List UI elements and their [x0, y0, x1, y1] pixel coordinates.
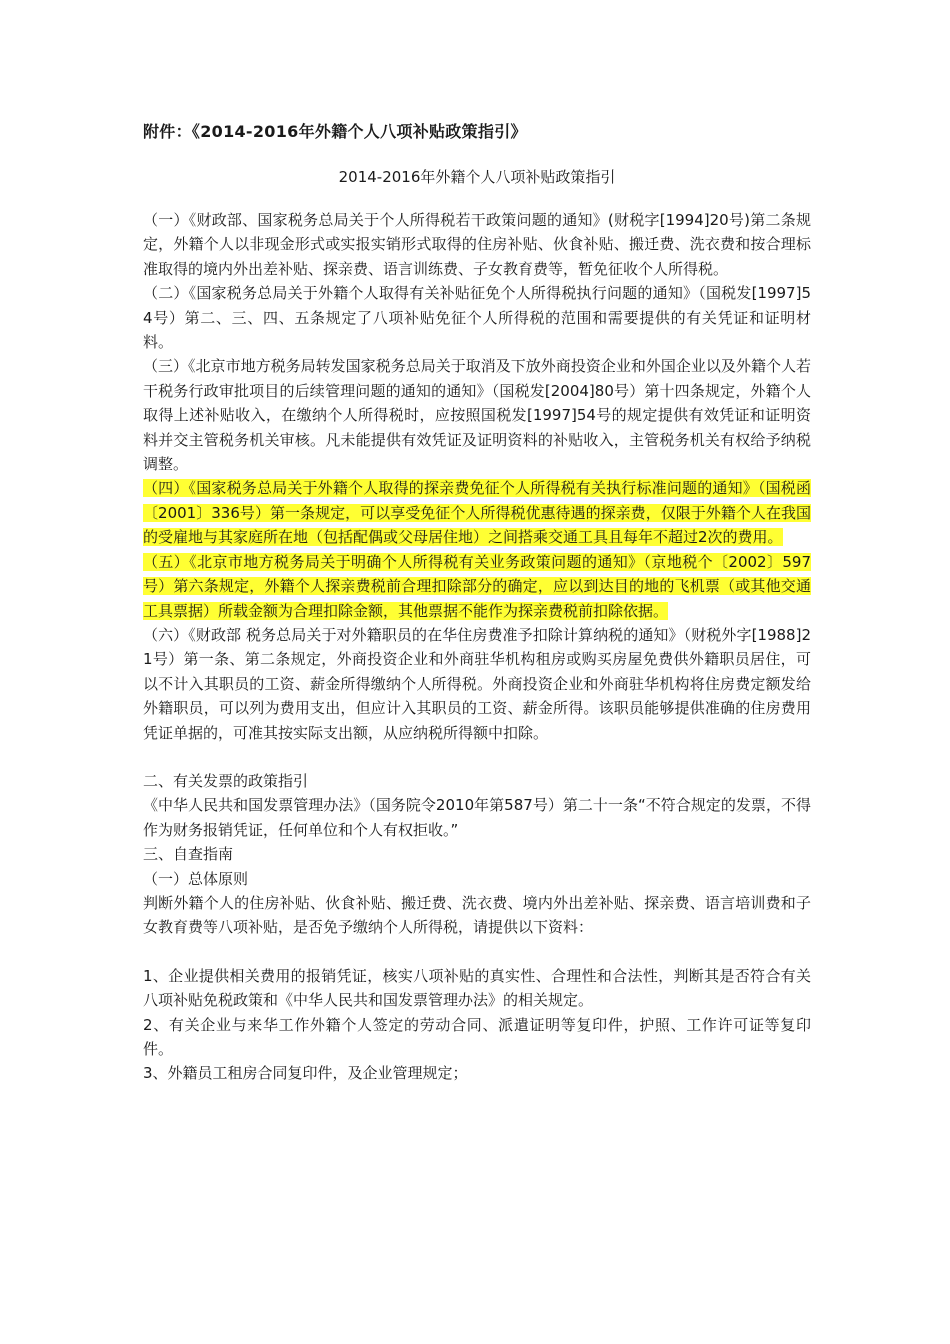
list-item-1: 1、企业提供相关费用的报销凭证，核实八项补贴的真实性、合理性和合法性，判断其是否符合有关八项补贴免税政策和《中华人民共和国发票管理办法》的相关规定。	[143, 966, 811, 1010]
policy-item-3: （三）《北京市地方税务局转发国家税务总局关于取消及下放外商投资企业和外国企业以及外籍个人若干税务行政审批项目的后续管理问题的通知的通知》（国税发[2004]80号）第十四条规定，外籍个人取得上述补贴收入，在缴纳个人所得税时，应按照国税发[1997]54号的规定提供有效凭证和证明资料并交主管税务机关审核。凡未能提供有效凭证及证明资料的补贴收入，主管税务机关有权给予纳税调整。	[143, 357, 811, 474]
attachment-title: 附件：《2014-2016年外籍个人八项补贴政策指引》	[143, 122, 527, 141]
section-2-text: 《中华人民共和国发票管理办法》（国务院令2010年第587号）第二十一条“不符合规定的发票，不得作为财务报销凭证，任何单位和个人有权拒收。”	[143, 796, 811, 839]
document-title: 2014-2016年外籍个人八项补贴政策指引	[338, 168, 616, 186]
policy-item-5-highlighted: （五）《北京市地方税务局关于明确个人所得税有关业务政策问题的通知》（京地税个〔2002〕597号）第六条规定，外籍个人探亲费税前合理扣除部分的确定，应以到达目的地的飞机票（或其他交通工具票据）所载金额为合理扣除金额，其他票据不能作为探亲费税前扣除依据。	[143, 552, 811, 620]
list-item-3: 3、外籍员工租房合同复印件，及企业管理规定；	[143, 1064, 468, 1083]
list-item-2: 2、有关企业与来华工作外籍个人签定的劳动合同、派遣证明等复印件，护照、工作许可证等复印件。	[143, 1015, 811, 1058]
spacer	[143, 940, 811, 964]
document-page	[143, 118, 811, 1086]
policy-item-4-highlighted: （四）《国家税务总局关于外籍个人取得的探亲费免征个人所得税有关执行标准问题的通知》（国税函〔2001〕336号）第一条规定，可以享受免征个人所得税优惠待遇的探亲费，仅限于外籍个人在我国的受雇地与其家庭所在地（包括配偶或父母居住地）之间搭乘交通工具且每年不超过2次的费用。	[143, 479, 811, 547]
section-3-text: 判断外籍个人的住房补贴、伙食补贴、搬迁费、洗衣费、境内外出差补贴、探亲费、语言培训费和子女教育费等八项补贴，是否免予缴纳个人所得税，请提供以下资料：	[143, 893, 811, 937]
spacer	[143, 745, 811, 769]
policy-item-6: （六）《财政部 税务总局关于对外籍职员的在华住房费准予扣除计算纳税的通知》（财税外字[1988]21号）第一条、第二条规定，外商投资企业和外商驻华机构租房或购买房屋免费供外籍职员居住，可以不计入其职员的工资、薪金所得缴纳个人所得税。外商投资企业和外商驻华机构将住房费定额发给外籍职员，可以列为费用支出，但应计入其职员的工资、薪金所得。该职员能够提供准确的住房费用凭证单据的，可准其按实际支出额，从应纳税所得额中扣除。	[143, 625, 811, 742]
policy-item-2: （二）《国家税务总局关于外籍个人取得有关补贴征免个人所得税执行问题的通知》（国税发[1997]54号）第二、三、四、五条规定了八项补贴免征个人所得税的范围和需要提供的有关凭证和证明材料。	[143, 284, 811, 352]
section-3-heading: 三、自查指南	[143, 845, 234, 864]
policy-item-1: （一）《财政部、国家税务总局关于个人所得税若干政策问题的通知》(财税字[1994]20号)第二条规定，外籍个人以非现金形式或实报实销形式取得的住房补贴、伙食补贴、搬迁费、洗衣费和按合理标准取得的境内外出差补贴、探亲费、语言训练费、子女教育费等，暂免征收个人所得税。	[143, 211, 811, 278]
section-3-subheading: （一）总体原则	[143, 869, 249, 888]
section-2-heading: 二、有关发票的政策指引	[143, 771, 309, 790]
